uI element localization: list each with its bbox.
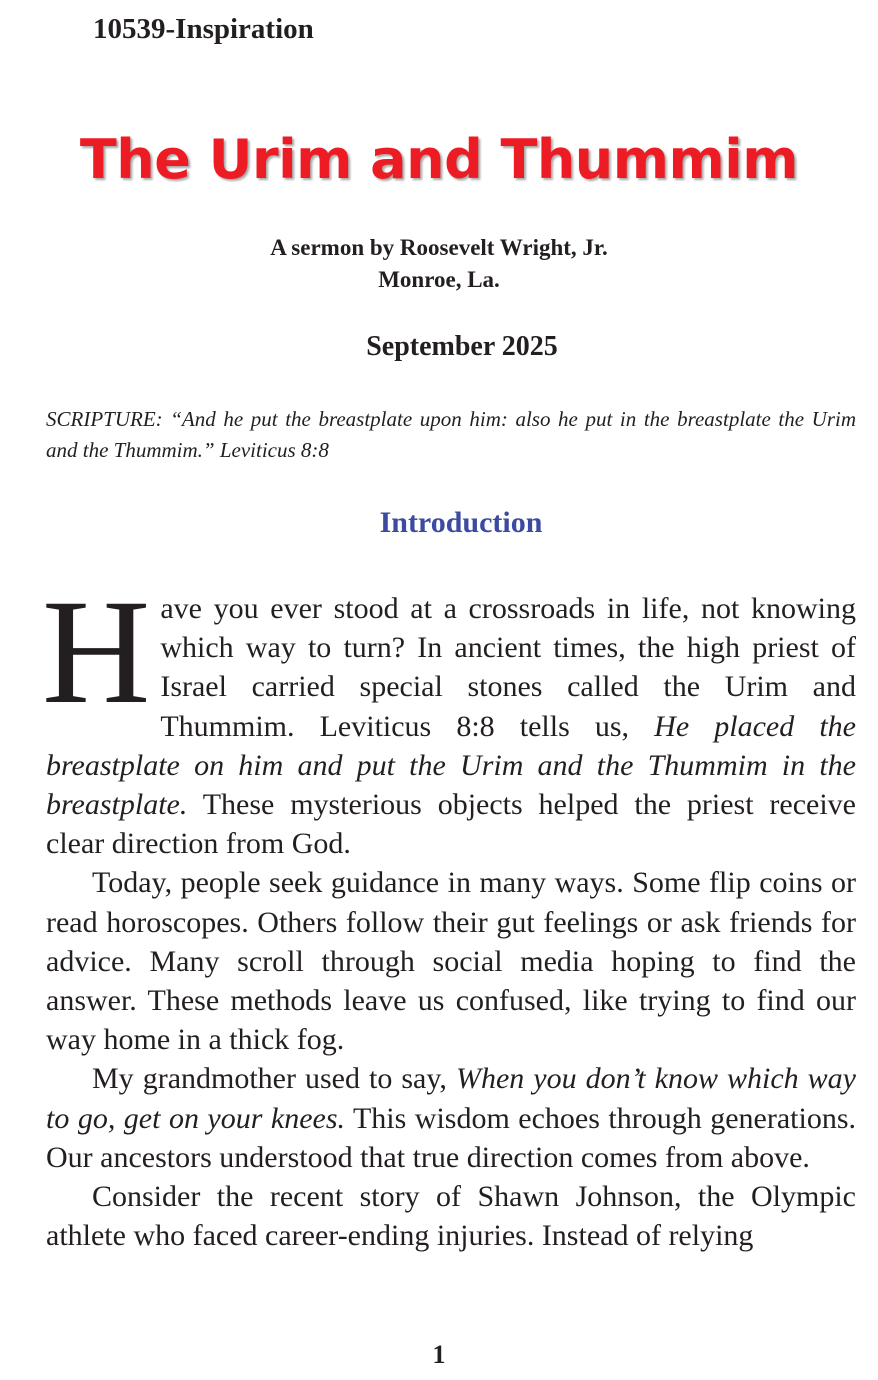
- document-id: 10539-Inspiration: [93, 13, 314, 45]
- paragraph-quote: He placed the breastplate on him and put the Urim and the Thummim in the breastplate.: [46, 709, 856, 822]
- sermon-date: September 2025: [366, 331, 558, 362]
- paragraph-text: My grandmother used to say,: [92, 1062, 456, 1096]
- paragraph-text: This wisdom echoes through generations. Our ancestors understood that true direction comes from above.: [46, 1101, 856, 1174]
- author-line: A sermon by Roosevelt Wright, Jr.: [270, 235, 608, 260]
- scripture-quote: SCRIPTURE: “And he put the breastplate upon him: also he put in the breastplate the Urim and the Thummim.” Leviticus 8:8: [46, 407, 856, 462]
- section-heading-introduction: Introduction: [379, 506, 543, 539]
- paragraph-text: ave you ever stood at a crossroads in life, not knowing which way to turn? In ancient times, the high priest of Israel carried special stones called the Urim and Thummim. Leviticus 8:8 tells us,: [160, 592, 856, 743]
- paragraph-3: [46, 1059, 856, 1177]
- drop-cap: H: [42, 569, 151, 735]
- byline: [0, 232, 878, 296]
- body-text: [42, 569, 857, 1255]
- paragraph-4: Consider the recent story of Shawn Johnson, the Olympic athlete who faced career-ending injuries. Instead of relying: [46, 1180, 856, 1253]
- paragraph-1: [42, 569, 856, 863]
- sermon-title: The Urim and Thummim: [79, 128, 799, 191]
- paragraph-quote: When you don’t know which way to go, get on your knees.: [46, 1062, 857, 1135]
- location-line: Monroe, La.: [378, 267, 500, 292]
- paragraph-text: These mysterious objects helped the priest receive clear direction from God.: [46, 788, 856, 861]
- page-number: 1: [432, 1340, 446, 1369]
- paragraph-2: Today, people seek guidance in many ways. Some flip coins or read horoscopes. Others follow their gut feelings or ask friends for advice. Many scroll through social media hoping to find the answer. These methods leave us confused, like trying to find our way home in a thick fog.: [46, 866, 856, 1057]
